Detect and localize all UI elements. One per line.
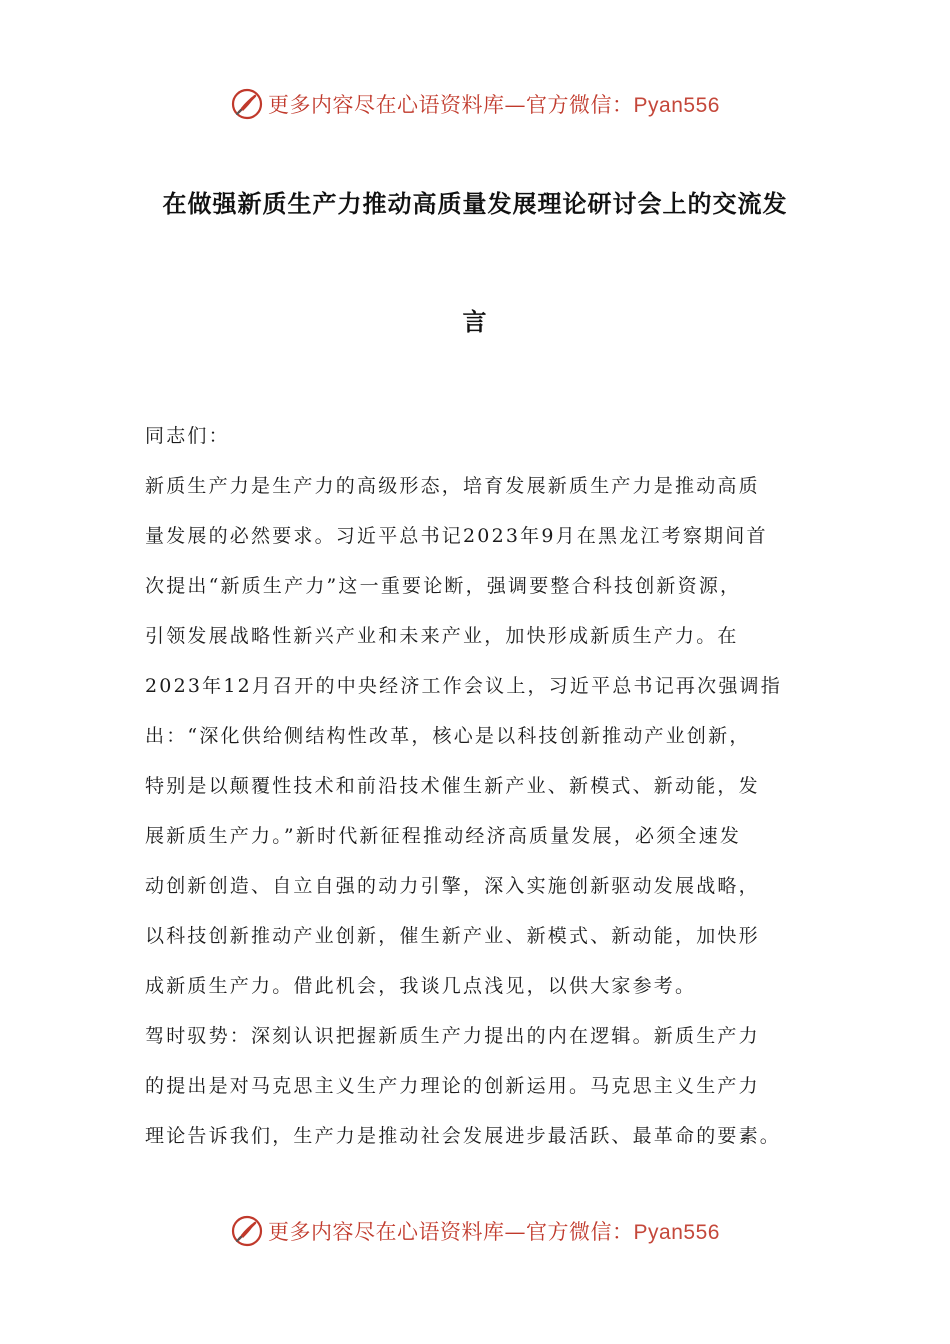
footer-banner-text: 更多内容尽在心语资料库—官方微信：Pyan556: [268, 1220, 720, 1244]
body-line: 出：“深化供给侧结构性改革，核心是以科技创新推动产业创新，: [145, 725, 751, 747]
body-line: 成新质生产力。借此机会，我谈几点浅见，以供大家参考。: [145, 975, 697, 997]
wechat-handle: Pyan556: [633, 1221, 720, 1244]
footer-banner: [0, 1211, 950, 1251]
body-line: 理论告诉我们，生产力是推动社会发展进步最活跃、最革命的要素。: [145, 1125, 782, 1147]
body-line: 展新质生产力。”新时代新征程推动经济高质量发展，必须全速发: [145, 825, 742, 847]
document-body: [145, 418, 815, 1168]
document-title-line-2: 言: [462, 308, 488, 336]
header-banner-text: 更多内容尽在心语资料库—官方微信：Pyan556: [268, 93, 720, 117]
body-line: 的提出是对马克思主义生产力理论的创新运用。马克思主义生产力: [145, 1075, 760, 1097]
body-line: 新质生产力是生产力的高级形态，培育发展新质生产力是推动高质: [145, 475, 760, 497]
body-line: 以科技创新推动产业创新，催生新产业、新模式、新动能，加快形: [145, 925, 760, 947]
body-line: 动创新创造、自立自强的动力引擎，深入实施创新驱动发展战略，: [145, 875, 760, 897]
body-line: 2023年12月召开的中央经济工作会议上，习近平总书记再次强调指: [145, 675, 782, 697]
body-line: 驾时驭势：深刻认识把握新质生产力提出的内在逻辑。新质生产力: [145, 1025, 760, 1047]
quill-logo-icon: [230, 87, 264, 121]
header-banner: [0, 84, 950, 124]
body-line: 同志们：: [145, 425, 230, 447]
document-title-line-1: 在做强新质生产力推动高质量发展理论研讨会上的交流发: [162, 190, 788, 218]
wechat-handle: Pyan556: [633, 94, 720, 117]
body-line: 次提出“新质生产力”这一重要论断，强调要整合科技创新资源，: [145, 575, 742, 597]
body-line: 特别是以颠覆性技术和前沿技术催生新产业、新模式、新动能，发: [145, 775, 760, 797]
quill-logo-icon: [230, 1214, 264, 1248]
body-line: 量发展的必然要求。习近平总书记2023年9月在黑龙江考察期间首: [145, 525, 768, 547]
body-line: 引领发展战略性新兴产业和未来产业，加快形成新质生产力。在: [145, 625, 739, 647]
